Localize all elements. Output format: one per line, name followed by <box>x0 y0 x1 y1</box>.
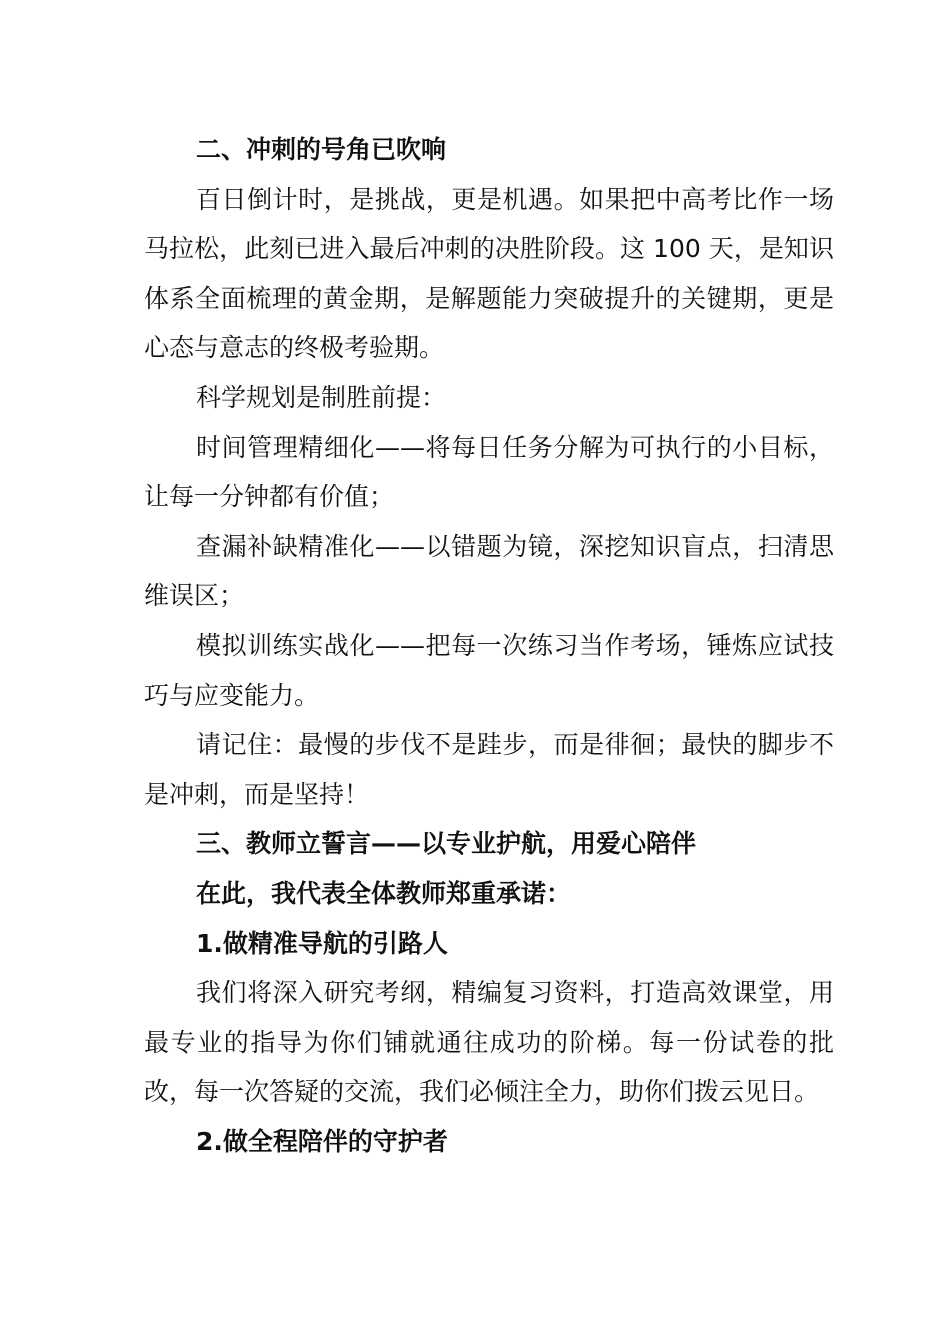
body-paragraph: 百日倒计时，是挑战，更是机遇。如果把中高考比作一场马拉松，此刻已进入最后冲刺的决胜阶段。这 100 天，是知识体系全面梳理的黄金期，是解题能力突破提升的关键期，更是心态与意志的终极考验期。 <box>144 184 834 363</box>
body-paragraph: 请记住：最慢的步伐不是跬步，而是徘徊；最快的脚步不是冲刺，而是坚持！ <box>144 730 834 809</box>
pledge-intro: 在此，我代表全体教师郑重承诺： <box>196 878 572 908</box>
section-heading-2: 二、冲刺的号角已吹响 <box>196 135 447 164</box>
section-heading-3: 三、教师立誓言——以专业护航，用爱心陪伴 <box>196 829 697 859</box>
body-paragraph: 我们将深入研究考纲，精编复习资料，打造高效课堂，用最专业的指导为你们铺就通往成功的阶梯。每一份试卷的批改，每一次答疑的交流，我们必倾注全力，助你们拨云见日。 <box>144 978 834 1107</box>
list-paragraph: 查漏补缺精准化——以错题为镜，深挖知识盲点，扫清思维误区； <box>144 531 834 611</box>
list-paragraph: 模拟训练实战化——把每一次练习当作考场，锤炼应试技巧与应变能力。 <box>144 630 834 710</box>
subheading-1: 1.做精准导航的引路人 <box>196 928 448 958</box>
document-body <box>144 125 834 1166</box>
list-paragraph: 时间管理精细化——将每日任务分解为可执行的小目标，让每一分钟都有价值； <box>144 432 834 512</box>
subheading-2: 2.做全程陪伴的守护者 <box>196 1126 448 1156</box>
body-paragraph: 科学规划是制胜前提： <box>196 382 447 412</box>
